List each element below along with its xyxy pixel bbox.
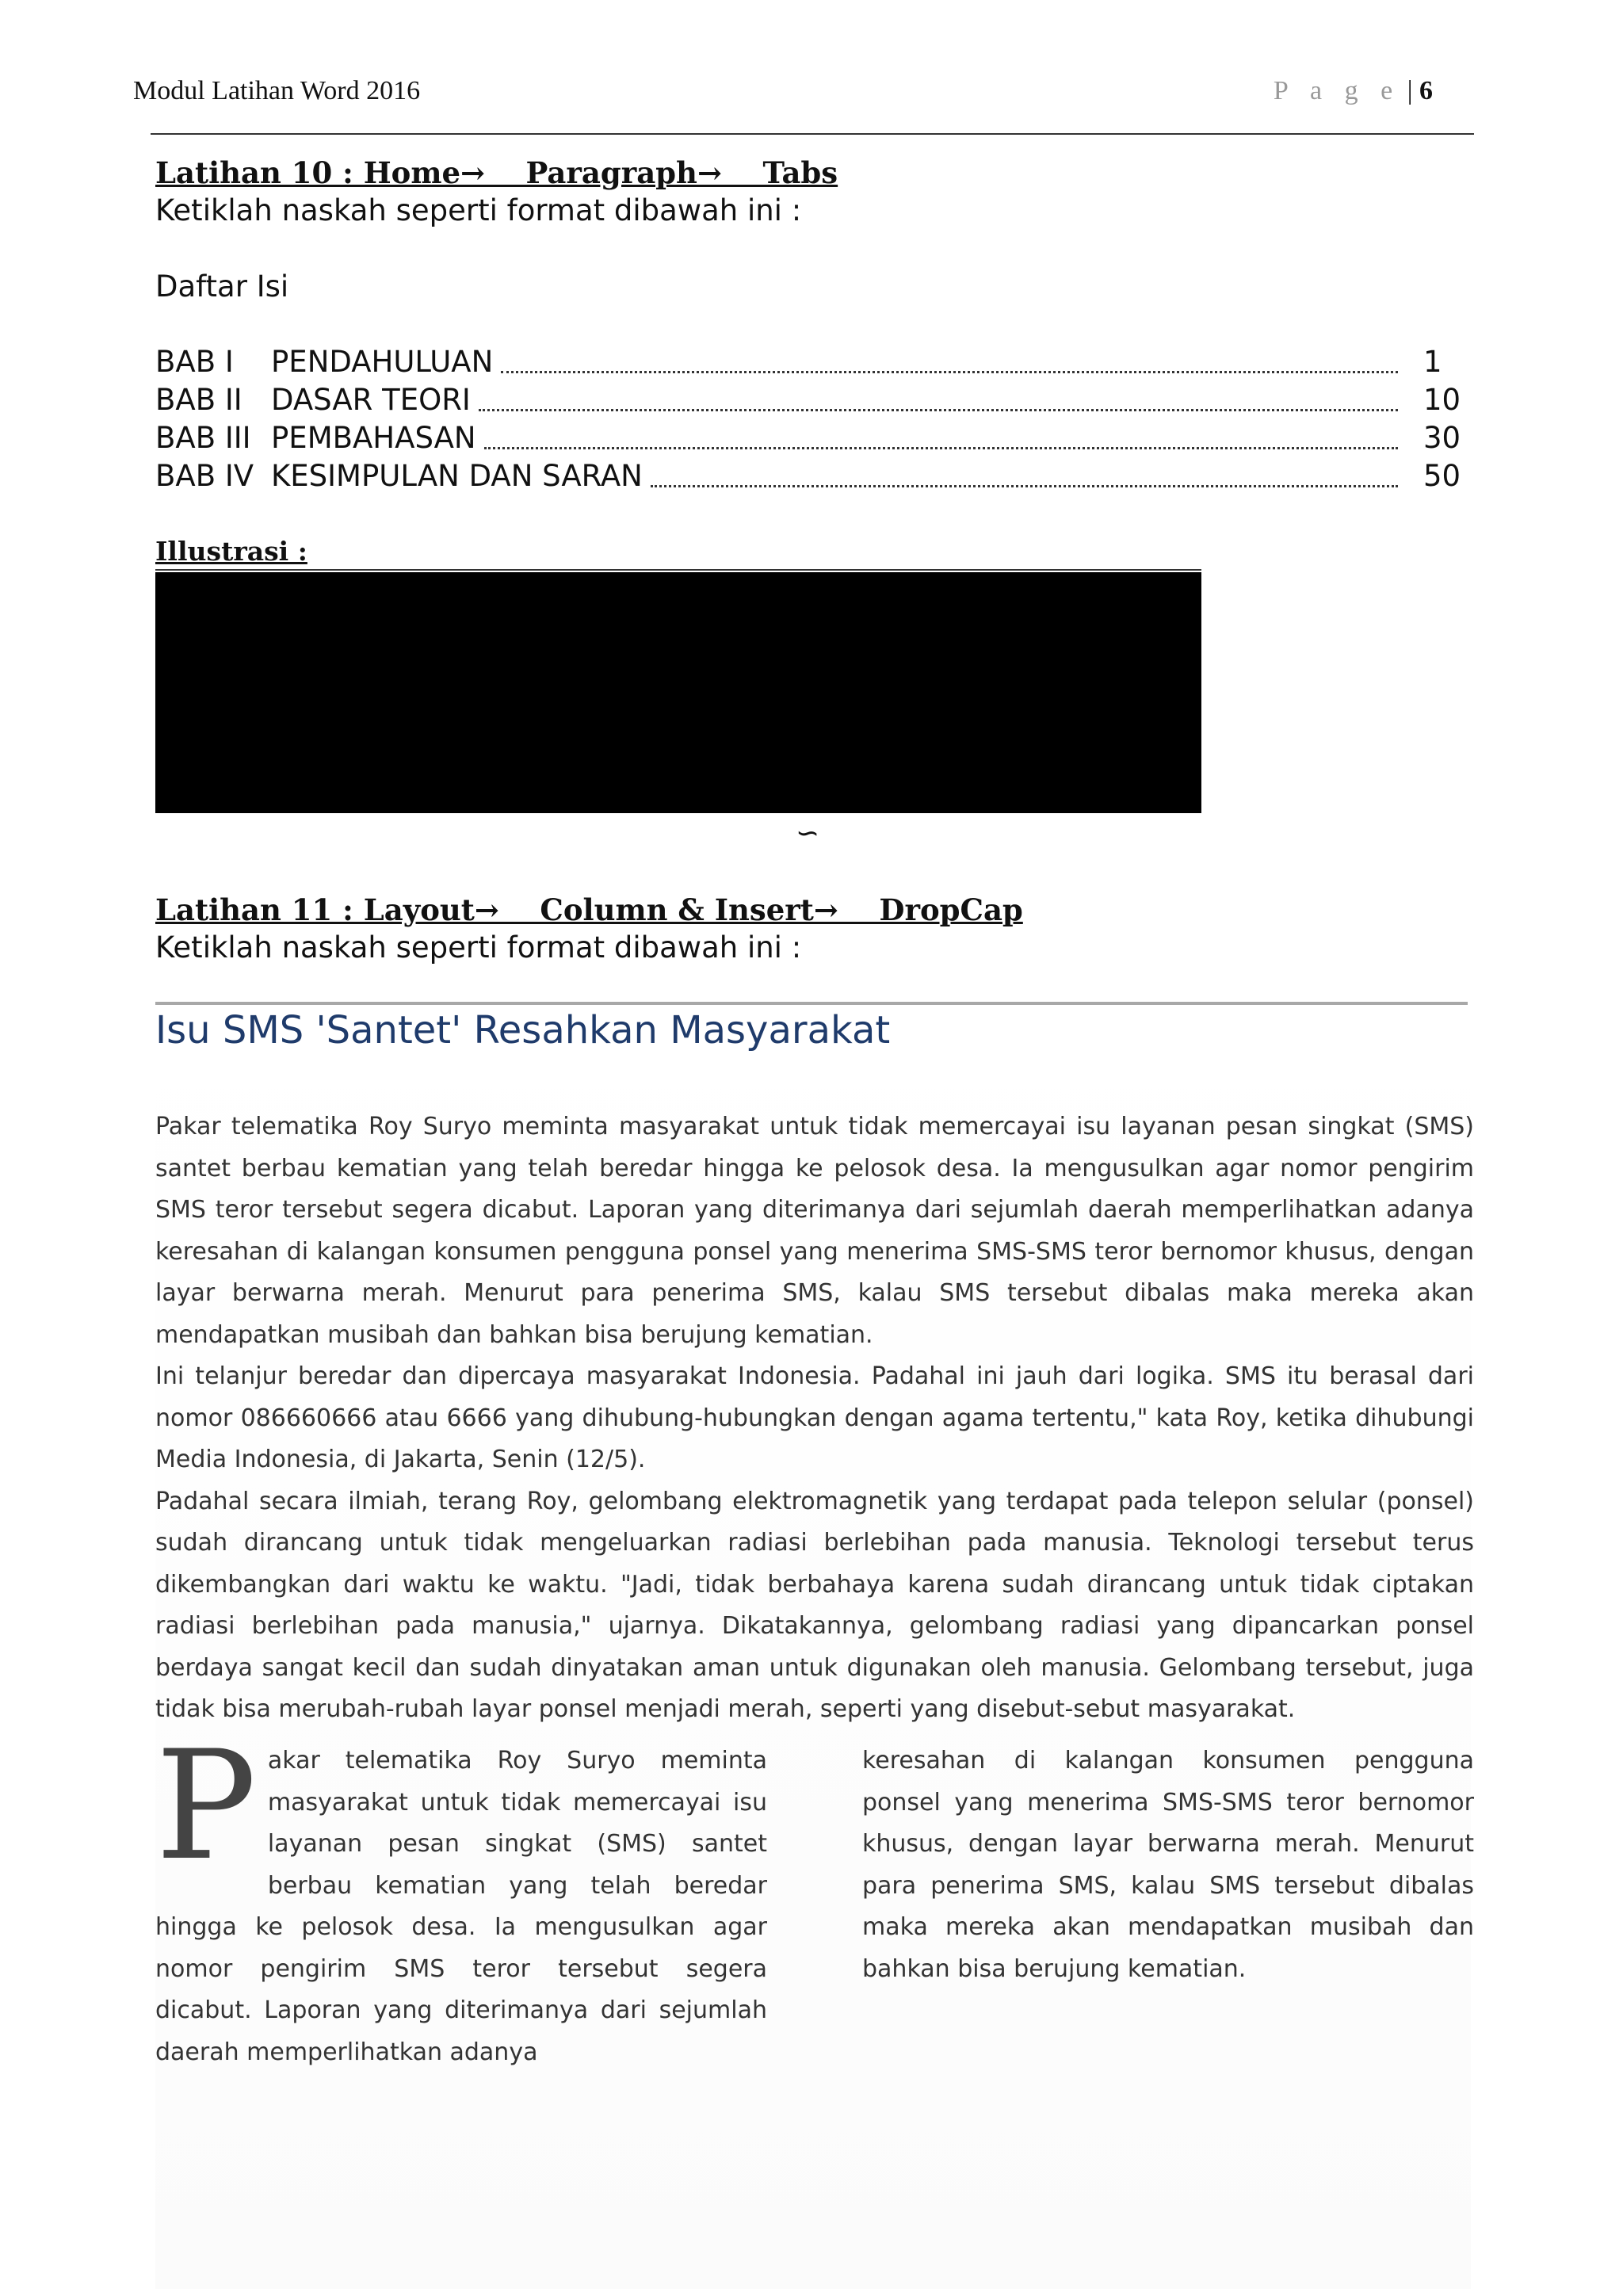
- page-word: P a g e: [1273, 76, 1401, 105]
- page-separator: |: [1407, 76, 1413, 105]
- toc-label: PENDAHULUAN: [271, 345, 494, 379]
- article-paragraph: Pakar telematika Roy Suryo meminta masyarakat untuk tidak memercayai isu layanan pesan singkat (SMS) santet berbau kematian yang telah beredar hingga ke pelosok desa. Ia mengusulkan agar nomor pengirim SMS teror tersebut segera dicabut. Laporan yang diterimanya dari sejumlah daerah memperlihatkan adanya keresahan di kalangan konsumen pengguna ponsel yang menerima SMS-SMS teror bernomor khusus, dengan layar berwarna merah. Menurut para penerima SMS, kalau SMS tersebut dibalas maka mereka akan mendapatkan musibah dan bahkan bisa berujung kematian.: [155, 1113, 1474, 1349]
- article-paragraph: Padahal secara ilmiah, terang Roy, gelombang elektromagnetik yang terdapat pada telepon selular (ponsel) sudah dirancang untuk tidak mengeluarkan radiasi berlebihan pada manusia. Teknologi tersebut terus dikembangkan dari waktu ke waktu. "Jadi, tidak berbahaya karena sudah dirancang untuk tidak ciptakan radiasi berlebihan pada manusia," ujarnya. Dikatakannya, gelombang radiasi yang dipancarkan ponsel berdaya sangat kecil dan sudah dinyatakan aman untuk digunakan oleh manusia. Gelombang tersebut, juga tidak bisa merubah-rubah layar ponsel menjadi merah, seperti yang disebut-sebut masyarakat.: [155, 1487, 1474, 1723]
- article-title: Isu SMS 'Santet' Resahkan Masyarakat: [155, 1008, 891, 1052]
- dropcap-letter: P: [155, 1718, 257, 1893]
- toc-row: [155, 383, 1471, 421]
- article-paragraph: Ini telanjur beredar dan dipercaya masyarakat Indonesia. Padahal ini jauh dari logika. SMS itu berasal dari nomor 086660666 atau 6666 yang dihubung-hubungkan dengan agama tertentu," kata Roy, ketika dihubungi Media Indonesia, di Jakarta, Senin (12/5).: [155, 1362, 1474, 1473]
- column-right-text: keresahan di kalangan konsumen pengguna ponsel yang menerima SMS-SMS teror bernomor khusus, dengan layar berwarna merah. Menurut para penerima SMS, kalau SMS tersebut dibalas maka mereka akan mendapatkan musibah dan bahkan bisa berujung kematian.: [862, 1747, 1474, 1983]
- toc-chapter: BAB I: [155, 345, 234, 379]
- article-divider: [155, 1002, 1468, 1005]
- two-column-article: [155, 1718, 1474, 2073]
- toc-page-number: 10: [1423, 383, 1461, 417]
- header-divider: [151, 133, 1474, 135]
- illustration-image: [155, 572, 1201, 813]
- latihan-11-title: Latihan 11 : Layout→ Column & Insert→ DropCap: [155, 892, 1023, 927]
- column-left: [155, 1718, 767, 2073]
- illustration-top-border: [155, 569, 1201, 571]
- toc-page-number: 1: [1423, 345, 1442, 379]
- page-number: 6: [1419, 76, 1433, 105]
- toc-leader-dots: [501, 370, 1398, 373]
- toc-row: [155, 421, 1471, 459]
- toc-page-number: 50: [1423, 459, 1461, 493]
- toc-leader-dots: [484, 446, 1398, 449]
- toc-row: [155, 345, 1471, 383]
- latihan-11-instruction: Ketiklah naskah seperti format dibawah ini :: [155, 930, 802, 965]
- illustration-label: Illustrasi :: [155, 536, 307, 567]
- toc-label: DASAR TEORI: [271, 383, 471, 417]
- latihan-10-instruction: Ketiklah naskah seperti format dibawah ini :: [155, 193, 802, 227]
- column-left-text: akar telematika Roy Suryo meminta masyarakat untuk tidak memercayai isu layanan pesan singkat (SMS) santet berbau kematian yang telah beredar hingga ke pelosok desa. Ia mengusulkan agar nomor pengirim SMS teror tersebut segera dicabut. Laporan yang diterimanya dari sejumlah daerah memperlihatkan adanya: [155, 1747, 767, 2066]
- toc-label: PEMBAHASAN: [271, 421, 476, 455]
- toc-title: Daftar Isi: [155, 269, 289, 304]
- column-right: [862, 1740, 1474, 2073]
- toc-row: [155, 459, 1471, 497]
- article-body: [155, 1106, 1474, 1731]
- toc-chapter: BAB III: [155, 421, 251, 455]
- toc-leader-dots: [479, 408, 1398, 411]
- toc-label: KESIMPULAN DAN SARAN: [271, 459, 643, 493]
- toc-chapter: BAB II: [155, 383, 242, 417]
- table-of-contents: [155, 345, 1471, 497]
- ornament-icon: ∽: [796, 817, 820, 849]
- toc-chapter: BAB IV: [155, 459, 254, 493]
- toc-page-number: 30: [1423, 421, 1461, 455]
- document-header-title: Modul Latihan Word 2016: [133, 76, 421, 105]
- toc-leader-dots: [651, 484, 1398, 487]
- page-indicator: [1274, 76, 1433, 106]
- latihan-10-title: Latihan 10 : Home→ Paragraph→ Tabs: [155, 155, 838, 190]
